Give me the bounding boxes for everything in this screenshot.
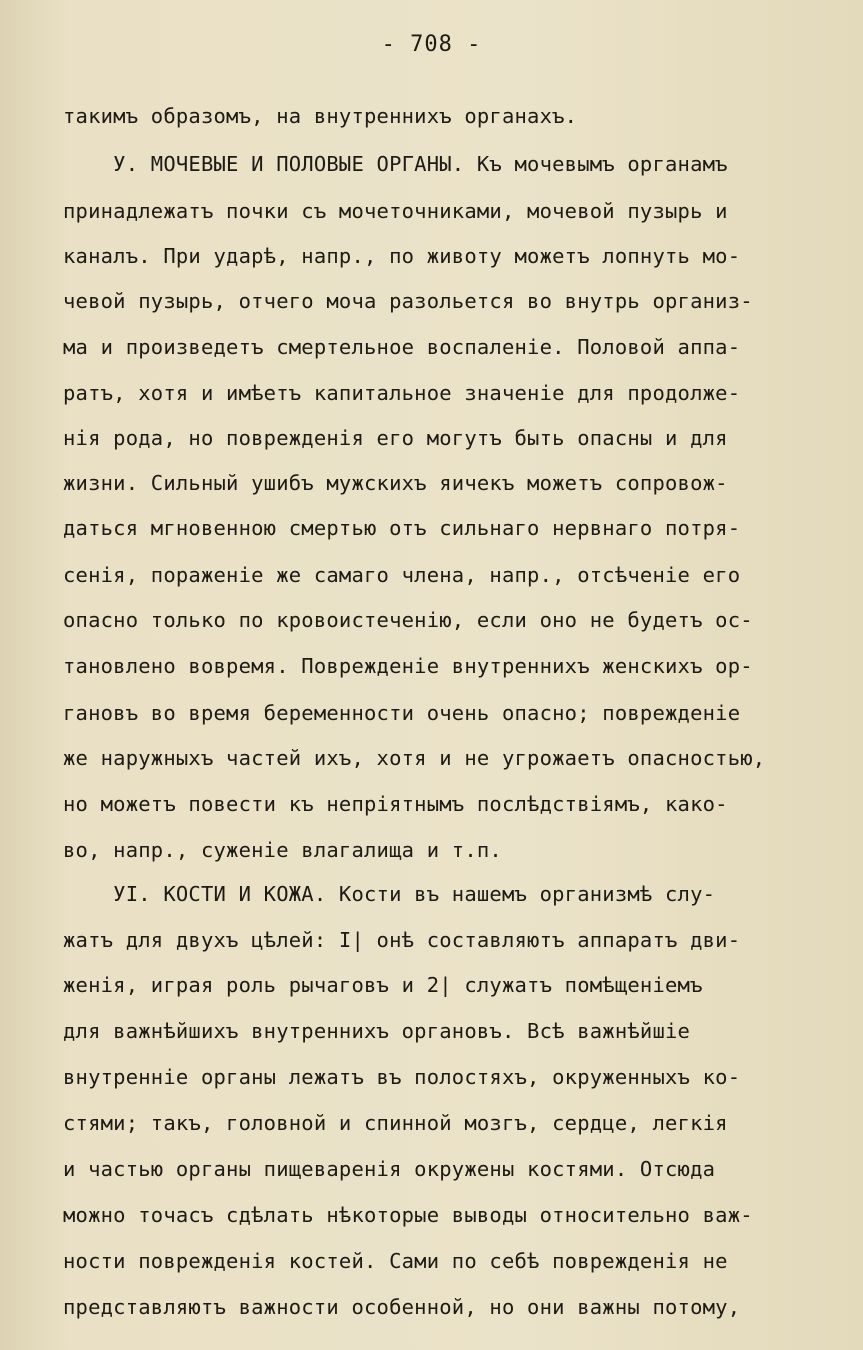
text-line: ности поврежденія костей. Сами по себѣ поврежденія не: [63, 1249, 728, 1273]
text-line: опасно только по кровоистеченію, если оно не будетъ ос-: [63, 608, 753, 632]
text-line: женія, играя роль рычаговъ и 2| служатъ помѣщеніемъ: [63, 973, 703, 997]
text-line: жатъ для двухъ цѣлей: І| онѣ составляютъ аппаратъ дви-: [63, 928, 741, 952]
text-line: такимъ образомъ, на внутреннихъ органахъ.: [63, 104, 578, 128]
text-line: стями; такъ, головной и спинной мозгъ, сердце, легкія: [63, 1111, 728, 1135]
text-line: ма и произведетъ смертельное воспаленіе. Половой аппа-: [63, 335, 741, 359]
text-line: принадлежатъ почки съ мочеточниками, мочевой пузырь и: [63, 199, 728, 223]
text-line: нія рода, но поврежденія его могутъ быть опасны и для: [63, 426, 728, 450]
text-line: жизни. Сильный ушибъ мужскихъ яичекъ можетъ сопровож-: [63, 471, 728, 495]
text-line: ратъ, хотя и имѣетъ капитальное значеніе для продолже-: [63, 381, 741, 405]
section-heading-line: У. МОЧЕВЫЕ И ПОЛОВЫЕ ОРГАНЫ. Къ мочевымъ органамъ: [63, 152, 728, 176]
text-line: даться мгновенною смертью отъ сильнаго нервнаго потря-: [63, 516, 741, 540]
page-number: - 708 -: [381, 32, 482, 57]
section-heading-line: УІ. КОСТИ И КОЖА. Кости въ нашемъ организмѣ слу-: [63, 882, 716, 906]
text-line: и частью органы пищеваренія окружены костями. Отсюда: [63, 1157, 716, 1181]
text-line: во, напр., суженіе влагалища и т.п.: [63, 838, 502, 862]
text-line: тановлено вовремя. Поврежденіе внутреннихъ женскихъ ор-: [63, 654, 753, 678]
text-line: представляютъ важности особенной, но они важны потому,: [63, 1295, 741, 1319]
text-line: сенія, пораженіе же самаго члена, напр., отсѣченіе его: [63, 563, 741, 587]
text-line: гановъ во время беременности очень опасно; поврежденіе: [63, 701, 741, 725]
text-line: чевой пузырь, отчего моча разольется во внутрь организ-: [63, 289, 753, 313]
text-line: внутренніе органы лежатъ въ полостяхъ, окруженныхъ ко-: [63, 1065, 741, 1089]
text-line: каналъ. При ударѣ, напр., по животу можетъ лопнуть мо-: [63, 244, 741, 268]
text-line: но можетъ повести къ непріятнымъ послѣдствіямъ, како-: [63, 792, 728, 816]
text-line: для важнѣйшихъ внутреннихъ органовъ. Всѣ важнѣйшіе: [63, 1019, 691, 1043]
text-line: можно точасъ сдѣлать нѣкоторые выводы относительно важ-: [63, 1203, 753, 1227]
text-line: же наружныхъ частей ихъ, хотя и не угрожаетъ опасностью,: [63, 746, 766, 770]
